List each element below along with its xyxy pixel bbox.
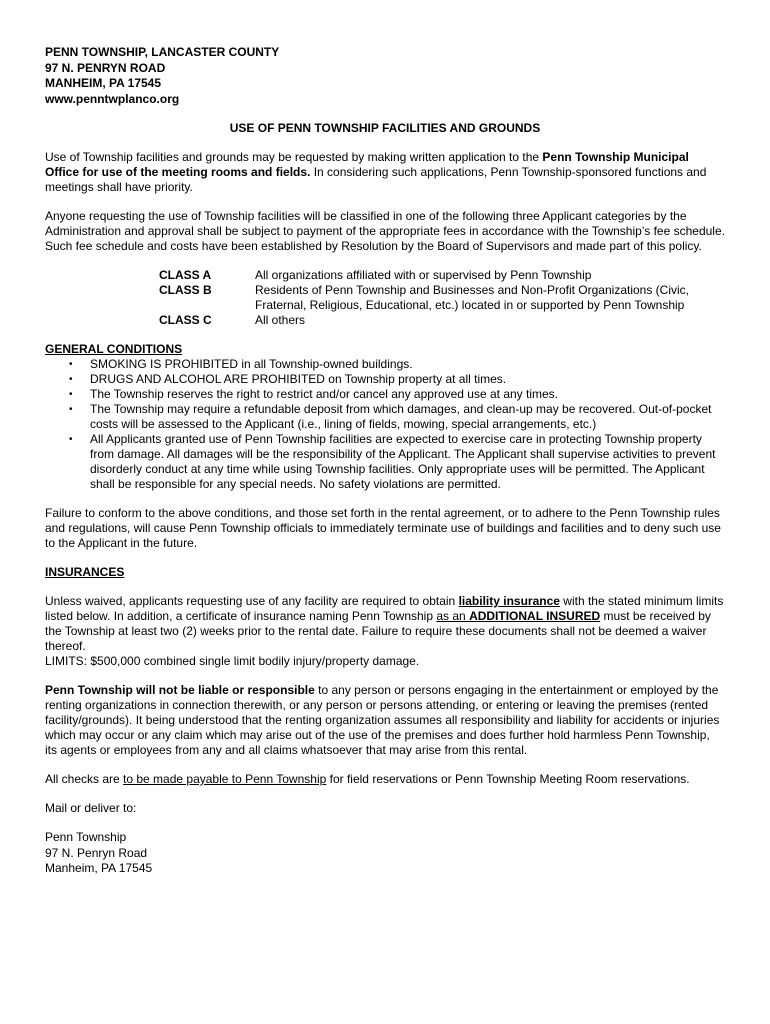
class-b-name: CLASS B: [159, 283, 212, 297]
failure-paragraph: Failure to conform to the above conditions, and those set forth in the rental agreement, or to adhere to the Penn Township rules and regulations, will cause Penn Township officials to immediately terminate use of buildings and facilities and to deny such use to the Applicant in the future.: [45, 506, 721, 550]
letterhead: [45, 45, 725, 107]
mail-name: Penn Township: [45, 830, 127, 844]
list-item: [45, 387, 725, 402]
org-city: MANHEIM, PA 17545: [45, 76, 162, 90]
insurances-heading: INSURANCES: [45, 565, 125, 579]
list-item-text: The Township reserves the right to restrict and/or cancel any approved use at any times.: [90, 387, 559, 401]
list-item-text: SMOKING IS PROHIBITED in all Township-owned buildings.: [90, 357, 413, 371]
general-conditions-heading: GENERAL CONDITIONS: [45, 342, 183, 356]
list-item: [45, 432, 725, 492]
intro-text: Use of Township facilities and grounds may be requested by making written application to the: [45, 150, 543, 164]
insurance-text: Unless waived, applicants requesting use of any facility are required to obtain: [45, 594, 459, 608]
list-item-text: The Township may require a refundable deposit from which damages, and clean-up may be recovered. Out-of-pocket costs will be assessed to the Applicant (i.e., lining of fields, mowing, special arrangements, etc.): [90, 402, 712, 431]
intro-paragraph-2: Anyone requesting the use of Township facilities will be classified in one of the following three Applicant categories by the Administration and approval shall be subject to payment of the appropriate fees in accordance with the Township’s fee schedule. Such fee schedule and costs have been established by Resolution by the Board of Supervisors and made part of this policy.: [45, 209, 725, 253]
checks-payable-text: to be made payable to Penn Township: [123, 772, 327, 786]
intro-bold-text: Penn Township Municipal Office for use of the meeting rooms and fields.: [45, 150, 689, 179]
bullet-icon: •: [69, 359, 73, 370]
class-c-name: CLASS C: [159, 313, 212, 327]
class-a-desc: All organizations affiliated with or supervised by Penn Township: [255, 268, 592, 282]
class-c-desc: All others: [255, 313, 306, 327]
bullet-icon: •: [69, 404, 73, 415]
checks-text-end: for field reservations or Penn Township Meeting Room reservations.: [326, 772, 690, 786]
list-item-text: DRUGS AND ALCOHOL ARE PROHIBITED on Township property at all times.: [90, 372, 507, 386]
class-b-desc: Residents of Penn Township and Businesses and Non-Profit Organizations (Civic, Fraternal, Religious, Educational, etc.) located in or supported by Penn Township: [255, 283, 690, 312]
mail-label: Mail or deliver to:: [45, 801, 137, 815]
list-item: [45, 372, 725, 387]
checks-text: All checks are: [45, 772, 124, 786]
insurance-text-3: must be received by the Township at least two (2) weeks prior to the rental date. Failure to require these documents shall not be deemed a waiver thereof.: [45, 609, 711, 653]
insurance-limits: LIMITS: $500,000 combined single limit bodily injury/property damage.: [45, 654, 420, 668]
liability-bold-text: Penn Township will not be liable or responsible: [45, 683, 315, 697]
mail-city: Manheim, PA 17545: [45, 861, 153, 875]
document-title: USE OF PENN TOWNSHIP FACILITIES AND GROUNDS: [229, 121, 541, 135]
list-item-text: All Applicants granted use of Penn Township facilities are expected to exercise care in protecting Township property from damage. All damages will be the responsibility of the Applicant. The Applicant shall supervise activities to prevent disorderly conduct at any time while using Township facilities. Only appropriate uses will be permitted. The Applicant shall be responsible for any special needs. No safety violations are permitted.: [90, 432, 716, 491]
intro-text-end: In considering such applications, Penn Township-sponsored functions and meetings shall have priority.: [45, 165, 707, 194]
org-name: PENN TOWNSHIP, LANCASTER COUNTY: [45, 45, 280, 59]
mail-street: 97 N. Penryn Road: [45, 845, 148, 860]
general-conditions-list: [45, 357, 725, 492]
insurance-paragraph: [45, 594, 725, 654]
liability-text: to any person or persons engaging in the entertainment or employed by the renting organizations in connection therewith, or any person or persons attending, or entering or leaving the premises (rented facility/grounds). It being understood that the renting organization assumes all responsibility and liability for accidents or injuries which may occur or any claim which may arise out of the use of the premises and does further hold harmless Penn Township, its agents or employees from any and all claims whatsoever that may arise from this rental.: [45, 683, 720, 757]
class-table: [45, 268, 725, 328]
org-website: www.penntwplanco.org: [45, 91, 180, 106]
liability-insurance-text: liability insurance: [458, 594, 560, 608]
as-an-text: as an: [436, 609, 470, 623]
bullet-icon: •: [69, 434, 73, 445]
org-street: 97 N. PENRYN ROAD: [45, 60, 166, 75]
additional-insured-text: ADDITIONAL INSURED: [469, 609, 601, 623]
bullet-icon: •: [69, 389, 73, 400]
intro-paragraph-1: [45, 150, 725, 195]
list-item: [45, 357, 725, 372]
liability-paragraph: [45, 683, 725, 758]
class-a-name: CLASS A: [159, 268, 212, 282]
list-item: [45, 402, 725, 432]
bullet-icon: •: [69, 374, 73, 385]
mailing-address: [45, 830, 725, 877]
checks-paragraph: [45, 772, 725, 787]
document-page: [45, 45, 725, 877]
insurance-text-2: with the stated minimum limits listed below. In addition, a certificate of insurance naming Penn Township: [45, 594, 724, 623]
